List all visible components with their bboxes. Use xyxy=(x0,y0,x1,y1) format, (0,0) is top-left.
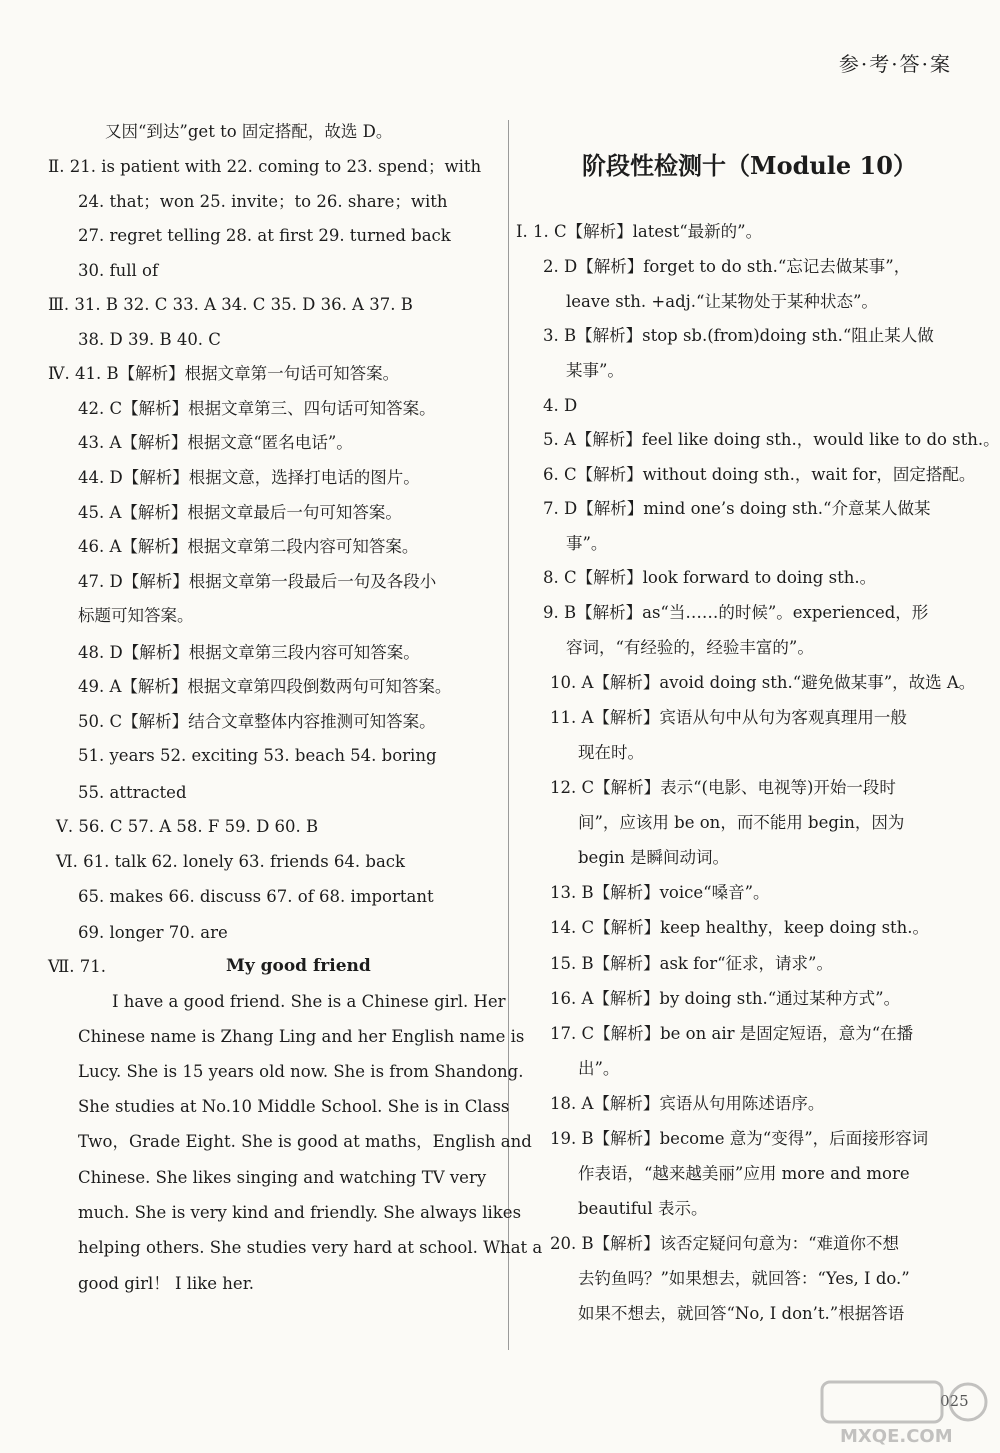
right-line: 某事”。 xyxy=(566,361,624,380)
left-line: Two，Grade Eight. She is good at maths，English and xyxy=(78,1132,532,1151)
svg-text:MXQE.COM: MXQE.COM xyxy=(840,1426,953,1447)
left-line: 42. C【解析】根据文章第三、四句话可知答案。 xyxy=(78,399,436,418)
right-line: 6. C【解析】without doing sth.，wait for，固定搭配。 xyxy=(543,465,976,484)
right-line: 20. B【解析】该否定疑问句意为：“难道你不想 xyxy=(550,1234,900,1253)
left-line: Ⅱ. 21. is patient with 22. coming to 23. spend；with xyxy=(48,157,482,176)
right-line: 4. D xyxy=(543,396,578,415)
left-line: 27. regret telling 28. at first 29. turned back xyxy=(78,226,451,245)
right-line: 2. D【解析】forget to do sth.“忘记去做某事”， xyxy=(543,257,911,276)
right-line: 12. C【解析】表示“(电影、电视等)开始一段时 xyxy=(550,778,896,797)
right-line: 16. A【解析】by doing sth.“通过某种方式”。 xyxy=(550,989,901,1008)
page-header: 参·考·答·案 xyxy=(838,52,952,76)
right-line: 10. A【解析】avoid doing sth.“避免做某事”，故选 A。 xyxy=(550,673,976,692)
left-line: 标题可知答案。 xyxy=(78,606,194,625)
right-line: 3. B【解析】stop sb.(from)doing sth.“阻止某人做 xyxy=(543,326,934,345)
left-line: 46. A【解析】根据文章第二段内容可知答案。 xyxy=(78,537,419,556)
left-line: Lucy. She is 15 years old now. She is from Shandong. xyxy=(78,1062,524,1081)
right-line: 作表语，“越来越美丽”应用 more and more xyxy=(578,1164,910,1183)
watermark-logo xyxy=(820,1378,990,1450)
right-line: 事”。 xyxy=(566,534,608,553)
right-line: beautiful 表示。 xyxy=(578,1199,708,1218)
left-line: 48. D【解析】根据文章第三段内容可知答案。 xyxy=(78,643,420,662)
left-line: 69. longer 70. are xyxy=(78,923,228,942)
right-line: 容词，“有经验的，经验丰富的”。 xyxy=(566,638,814,657)
right-line: 间”，应该用 be on，而不能用 begin，因为 xyxy=(578,813,905,832)
right-line: leave sth. +adj.“让某物处于某种状态”。 xyxy=(566,292,878,311)
left-line: 65. makes 66. discuss 67. of 68. important xyxy=(78,887,434,906)
left-line: 38. D 39. B 40. C xyxy=(78,330,221,349)
right-line: 出”。 xyxy=(578,1059,620,1078)
left-line: 49. A【解析】根据文章第四段倒数两句可知答案。 xyxy=(78,677,452,696)
column-divider xyxy=(508,120,509,1350)
left-line: 55. attracted xyxy=(78,783,187,802)
right-line: begin 是瞬间动词。 xyxy=(578,848,730,867)
right-line: 8. C【解析】look forward to doing sth.。 xyxy=(543,568,877,587)
right-line: 去钓鱼吗？”如果想去，就回答：“Yes, I do.” xyxy=(578,1269,910,1288)
left-line: 24. that；won 25. invite；to 26. share；with xyxy=(78,192,448,211)
left-line: 50. C【解析】结合文章整体内容推测可知答案。 xyxy=(78,712,436,731)
left-line: Ⅲ. 31. B 32. C 33. A 34. C 35. D 36. A 37. B xyxy=(48,295,413,314)
left-line: 44. D【解析】根据文意，选择打电话的图片。 xyxy=(78,468,420,487)
left-line: Ⅵ. 61. talk 62. lonely 63. friends 64. back xyxy=(56,852,406,871)
page-number: 025 xyxy=(940,1392,969,1410)
left-line: 45. A【解析】根据文章最后一句可知答案。 xyxy=(78,503,402,522)
essay-title: My good friend xyxy=(226,956,371,976)
left-line: Chinese name is Zhang Ling and her English name is xyxy=(78,1027,525,1046)
right-line: Ⅰ. 1. C【解析】latest“最新的”。 xyxy=(516,222,763,241)
right-line: 13. B【解析】voice“嗓音”。 xyxy=(550,883,770,902)
left-line: 47. D【解析】根据文章第一段最后一句及各段小 xyxy=(78,572,437,591)
left-line: good girl！ I like her. xyxy=(78,1274,255,1293)
right-line: 如果不想去，就回答“No, I don’t.”根据答语 xyxy=(578,1304,905,1323)
left-line: Chinese. She likes singing and watching TV very xyxy=(78,1168,487,1187)
right-line: 18. A【解析】宾语从句用陈述语序。 xyxy=(550,1094,825,1113)
left-line: She studies at No.10 Middle School. She is in Class xyxy=(78,1097,510,1116)
left-line: Ⅶ. 71. xyxy=(48,957,107,976)
right-line: 现在时。 xyxy=(578,743,644,762)
left-line: 43. A【解析】根据文意“匿名电话”。 xyxy=(78,433,353,452)
right-line: 11. A【解析】宾语从句中从句为客观真理用一般 xyxy=(550,708,907,727)
right-line: 5. A【解析】feel like doing sth.，would like to do sth.。 xyxy=(543,430,1000,449)
right-line: 19. B【解析】become 意为“变得”，后面接形容词 xyxy=(550,1129,929,1148)
left-line: 51. years 52. exciting 53. beach 54. boring xyxy=(78,746,437,765)
left-line: helping others. She studies very hard at school. What a xyxy=(78,1238,543,1257)
right-line: 14. C【解析】keep healthy，keep doing sth.。 xyxy=(550,918,930,937)
left-line: 30. full of xyxy=(78,261,159,280)
left-line: 又因“到达”get to 固定搭配，故选 D。 xyxy=(105,122,393,141)
right-line: 7. D【解析】mind one’s doing sth.“介意某人做某 xyxy=(543,499,931,518)
section-title: 阶段性检测十（Module 10） xyxy=(582,151,917,180)
left-line: much. She is very kind and friendly. She always likes xyxy=(78,1203,522,1222)
left-line: I have a good friend. She is a Chinese girl. Her xyxy=(112,992,506,1011)
right-line: 15. B【解析】ask for“征求，请求”。 xyxy=(550,954,833,973)
left-line: Ⅴ. 56. C 57. A 58. F 59. D 60. B xyxy=(56,817,319,836)
right-line: 17. C【解析】be on air 是固定短语，意为“在播 xyxy=(550,1024,914,1043)
right-line: 9. B【解析】as“当……的时候”。experienced，形 xyxy=(543,603,929,622)
left-line: Ⅳ. 41. B【解析】根据文章第一句话可知答案。 xyxy=(48,364,400,383)
